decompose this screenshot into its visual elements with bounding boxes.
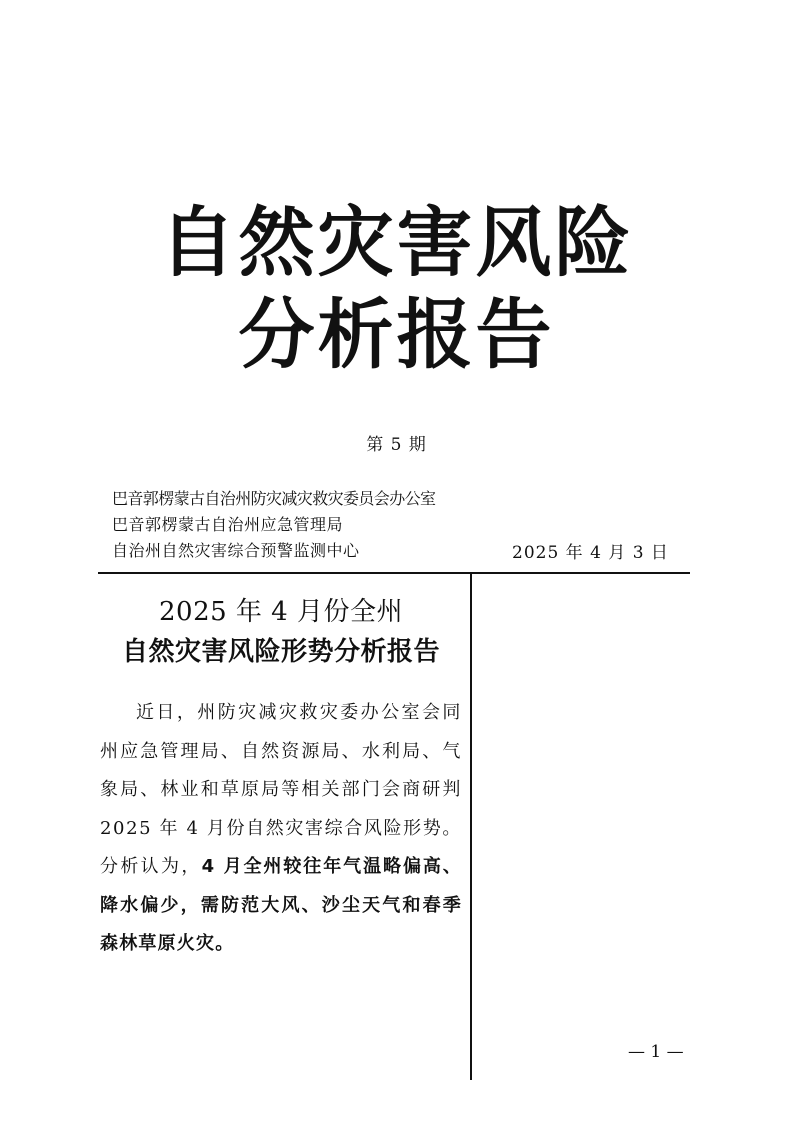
report-title-line2: 分析报告 xyxy=(238,290,555,379)
org-warning-monitoring-center: 自治州自然灾害综合预警监测中心 xyxy=(112,541,360,560)
article-column xyxy=(100,592,462,982)
article-paragraph xyxy=(100,694,462,964)
header-divider xyxy=(98,572,690,574)
article-title-line1: 2025 年 4 月份全州 xyxy=(158,597,403,627)
page-number: — 1 — xyxy=(628,1042,684,1062)
org-emergency-management-bureau: 巴音郭楞蒙古自治州应急管理局 xyxy=(112,515,344,534)
issuing-organizations xyxy=(112,486,435,564)
report-title-line1: 自然灾害风险 xyxy=(159,198,634,287)
article-title-line2: 自然灾害风险形势分析报告 xyxy=(121,637,440,667)
org-disaster-committee-office: 巴音郭楞蒙古自治州防灾减灾救灾委员会办公室 xyxy=(112,489,436,508)
article-text: 近日，州防灾减灾救灾委办公室会同州应急管理局、自然资源局、水利局、气象局、林业和草原局等相关部门会商研判 2025 年 4 月份自然灾害综合风险形势。分析认为， xyxy=(100,702,462,877)
article-key-finding: 4 月全州较往年气温略偏高、降水偏少，需防范大风、沙尘天气和春季森林草原火灾。 xyxy=(100,856,463,954)
issue-number: 第 5 期 xyxy=(366,435,427,455)
issue-date: 2025 年 4 月 3 日 xyxy=(512,543,669,563)
column-divider xyxy=(470,572,472,1080)
